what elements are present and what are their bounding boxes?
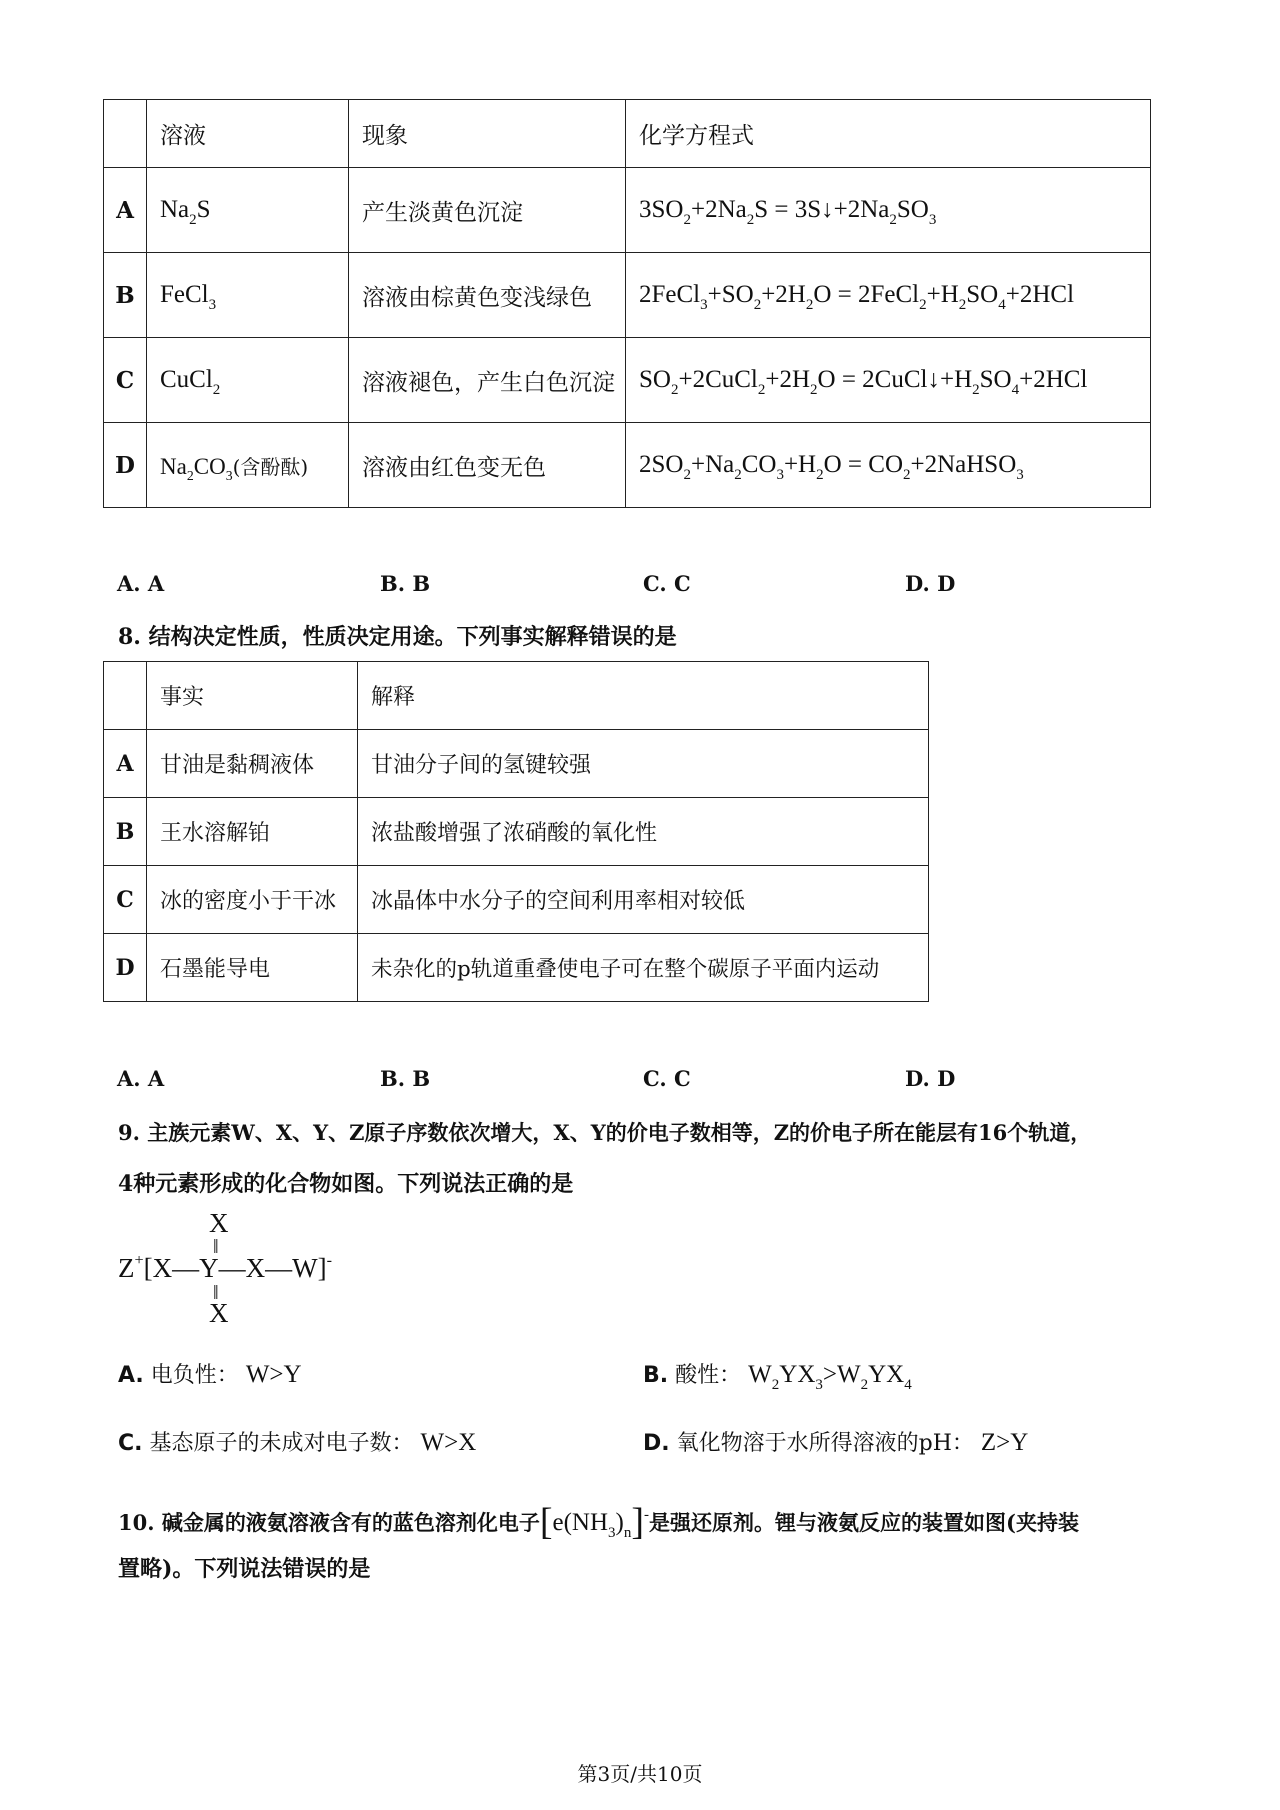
phenomenon-cell: 溶液由棕黄色变浅绿色 [349, 253, 626, 338]
equation-cell: $3SO_2+2Na_2S$ = $3S↓+2Na_2SO_3$ [626, 168, 1151, 253]
fact-cell: 石墨能导电 [147, 934, 358, 1002]
option-c[interactable]: C. C [643, 571, 691, 596]
table-row [104, 798, 929, 866]
header-cell: 现象 [349, 100, 626, 168]
q10-stem-line2: 置略)。下列说法错误的是 [118, 1556, 371, 1582]
explanation-cell: 浓盐酸增强了浓硝酸的氧化性 [358, 798, 929, 866]
phenomenon-cell: 产生淡黄色沉淀 [349, 168, 626, 253]
table-row [104, 168, 1151, 253]
header-cell: 解释 [358, 662, 929, 730]
header-cell: 化学方程式 [626, 100, 1151, 168]
phenomenon-cell: 溶液褪色，产生白色沉淀 [349, 338, 626, 423]
equation-cell: $2SO_2+Na_2CO_3+H_2O$ = $CO_2+2NaHSO_3$ [626, 423, 1151, 508]
option-c[interactable]: C. C [643, 1066, 691, 1091]
header-cell: 事实 [147, 662, 358, 730]
equation-cell: $2FeCl_3+SO_2+2H_2O$ = $2FeCl_2+H_2SO_4+2HCl$ [626, 253, 1151, 338]
row-letter: A [104, 168, 147, 253]
q9-stem-line2: 4种元素形成的化合物如图。下列说法正确的是 [118, 1171, 574, 1197]
table-header-row [104, 662, 929, 730]
compound-structure: X ‖ Z+[X—Y—X—W]- ‖ X [118, 1208, 332, 1328]
header-cell [104, 662, 147, 730]
solution-cell: $Na_2CO_3$(含酚酞) [147, 423, 349, 508]
table-row [104, 423, 1151, 508]
row-letter: C [104, 866, 147, 934]
q7-options [0, 571, 1280, 603]
q9-stem-line1: 9. 主族元素W、X、Y、Z原子序数依次增大，X、Y的价电子数相等，Z的价电子所在能层有16个轨道， [118, 1120, 1092, 1145]
q9-option-b[interactable]: B. 酸性： $W_2YX_3>W_2YX_4$ [643, 1361, 912, 1393]
row-letter: A [104, 730, 147, 798]
fact-cell: 甘油是黏稠液体 [147, 730, 358, 798]
option-a[interactable]: A. A [117, 1066, 165, 1091]
page-footer: 第3页/共10页 [577, 1762, 703, 1786]
q10-stem-line1: 10. 碱金属的液氨溶液含有的蓝色溶剂化电子$[e(NH_3)_n]^-$是强还原剂。锂与液氨反应的装置如图(夹持装 [118, 1501, 1079, 1543]
indicator-note: (含酚酞) [232, 454, 309, 479]
q9-option-c[interactable]: C. 基态原子的未成对电子数： W>X [118, 1429, 477, 1456]
option-d[interactable]: D. D [905, 1066, 956, 1091]
q7-table [103, 99, 1151, 508]
row-letter: B [104, 798, 147, 866]
q9-option-a[interactable]: A. 电负性： W>Y [118, 1361, 302, 1388]
fact-cell: 王水溶解铂 [147, 798, 358, 866]
solution-cell: FeCl$_3$ [147, 253, 349, 338]
row-letter: C [104, 338, 147, 423]
explanation-cell: 甘油分子间的氢键较强 [358, 730, 929, 798]
phenomenon-cell: 溶液由红色变无色 [349, 423, 626, 508]
table-header-row [104, 100, 1151, 168]
q8-options [0, 1066, 1280, 1098]
row-letter: D [104, 423, 147, 508]
explanation-cell: 冰晶体中水分子的空间利用率相对较低 [358, 866, 929, 934]
row-letter: D [104, 934, 147, 1002]
header-cell: 溶液 [147, 100, 349, 168]
table-row [104, 866, 929, 934]
table-row [104, 338, 1151, 423]
option-b[interactable]: B. B [380, 571, 431, 596]
row-letter: B [104, 253, 147, 338]
explanation-cell: 未杂化的p轨道重叠使电子可在整个碳原子平面内运动 [358, 934, 929, 1002]
table-row [104, 253, 1151, 338]
q8-table [103, 661, 929, 1002]
table-row [104, 730, 929, 798]
fact-cell: 冰的密度小于干冰 [147, 866, 358, 934]
q8-stem: 8. 结构决定性质，性质决定用途。下列事实解释错误的是 [118, 624, 677, 650]
header-cell [104, 100, 147, 168]
option-d[interactable]: D. D [905, 571, 956, 596]
solution-cell: CuCl$_2$ [147, 338, 349, 423]
solvated-electron-formula: $[e(NH_3)_n]^-$ [539, 1501, 650, 1543]
equation-cell: $SO_2+2CuCl_2+2H_2O$ = $2CuCl↓+H_2SO_4+2HCl$ [626, 338, 1151, 423]
q9-option-d[interactable]: D. 氧化物溶于水所得溶液的pH： Z>Y [643, 1429, 1029, 1456]
table-row [104, 934, 929, 1002]
solution-cell: $Na_2S$ [147, 168, 349, 253]
option-b[interactable]: B. B [380, 1066, 431, 1091]
option-a[interactable]: A. A [117, 571, 165, 596]
